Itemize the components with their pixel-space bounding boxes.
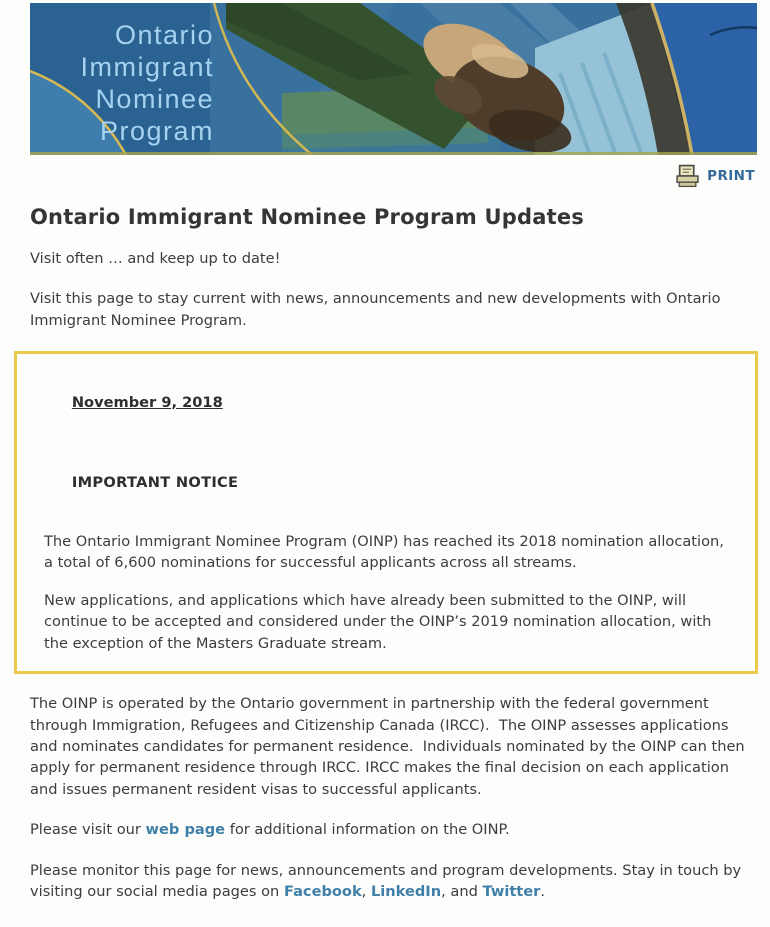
about-oinp-paragraph: The OINP is operated by the Ontario government in partnership with the federal government through Immigration, Refugees and Citizenship Canada (IRCC). The OINP assesses applications and nominates candidates for permanent residence. Individuals nominated by the OINP can then apply for permanent residence through IRCC. IRCC makes the final decision on each application and issues permanent resident visas to successful applicants. xyxy=(30,695,750,798)
page-title: Ontario Immigrant Nominee Program Updates xyxy=(30,205,584,229)
sentence-period: . xyxy=(540,883,546,901)
oinp-banner-graphic xyxy=(30,3,757,155)
visit-suffix-text: for additional information on the OINP. xyxy=(225,821,510,839)
notice-date: November 9, 2018 xyxy=(71,393,223,411)
banner-title-line-3: Nominee xyxy=(95,84,214,114)
banner-image xyxy=(30,3,757,155)
facebook-link[interactable]: Facebook xyxy=(283,883,362,901)
notice-heading: IMPORTANT NOTICE xyxy=(71,474,239,492)
notice-date-line xyxy=(44,370,733,434)
printer-icon xyxy=(675,164,700,188)
print-row xyxy=(30,164,757,188)
important-notice-box xyxy=(14,351,758,674)
monitor-prefix-text: Please monitor this page for news, announcements and program developments. Stay in touch by visiting our social media pages on xyxy=(30,861,746,901)
banner-title-line-4: Program xyxy=(99,116,214,146)
twitter-link[interactable]: Twitter xyxy=(482,883,541,901)
banner-title-line-1: Ontario xyxy=(114,20,214,50)
print-label: PRINT xyxy=(707,168,755,184)
linkedin-link[interactable]: LinkedIn xyxy=(370,883,442,901)
notice-heading-line xyxy=(44,451,733,515)
social-media-line xyxy=(30,860,757,903)
web-page-link[interactable]: web page xyxy=(145,821,226,839)
print-button[interactable] xyxy=(675,164,755,188)
intro-line-1: Visit often … and keep up to date! xyxy=(30,250,281,267)
notice-paragraph-2: New applications, and applications which have already been submitted to the OINP, will continue to be accepted and considered under the OINP’s 2019 nomination allocation, with the exception of the Masters Graduate stream. xyxy=(44,591,717,652)
visit-webpage-line xyxy=(30,819,757,840)
separator-text-2: , and xyxy=(441,883,483,901)
separator-text-1: , xyxy=(361,883,371,901)
intro-line-2: Visit this page to stay current with news, announcements and new developments with Ontario Immigrant Nominee Program. xyxy=(30,290,726,329)
banner-title-line-2: Immigrant xyxy=(80,52,214,82)
visit-prefix-text: Please visit our xyxy=(30,821,146,839)
notice-paragraph-1: The Ontario Immigrant Nominee Program (OINP) has reached its 2018 nomination allocation, a total of 6,600 nominations for successful applicants across all streams. xyxy=(44,532,729,572)
